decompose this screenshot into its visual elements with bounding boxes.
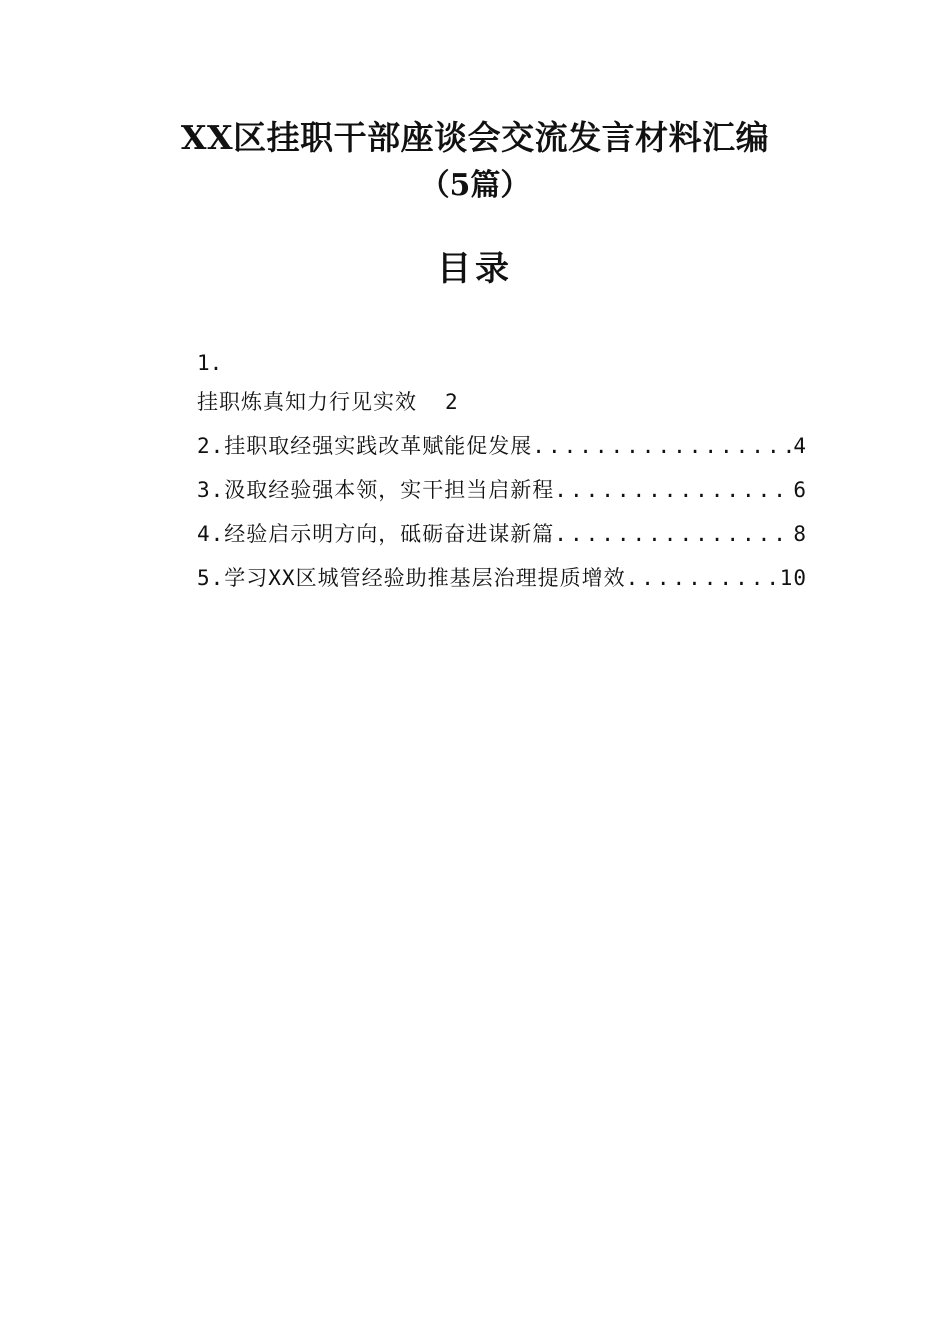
toc-leader-dots: [626, 556, 780, 600]
toc-entry-2[interactable]: [197, 424, 807, 468]
toc-entry-4-page: 8: [793, 522, 807, 546]
toc-entry-5-page: 10: [779, 566, 807, 590]
toc-entry-4[interactable]: [197, 512, 807, 556]
toc-entry-5[interactable]: [197, 556, 807, 600]
toc-entry-4-text: 4.经验启示明方向，砥砺奋进谋新篇: [197, 522, 555, 546]
toc-entry-3-text: 3.汲取经验强本领，实干担当启新程: [197, 478, 555, 502]
toc-entry-2-page: 4: [793, 434, 807, 458]
title-line-1: XX区挂职干部座谈会交流发言材料汇编: [180, 118, 770, 157]
toc-entry-5-text: 5.学习XX区城管经验助推基层治理提质增效: [197, 566, 626, 590]
toc-leader-dots: [554, 468, 793, 512]
document-title: [0, 112, 950, 206]
toc-leader-dots: [554, 512, 793, 556]
table-of-contents: [197, 346, 807, 600]
title-line-2: （5篇）: [419, 168, 531, 203]
toc-entry-1-page: 2: [445, 390, 458, 414]
toc-entry-3[interactable]: [197, 468, 807, 512]
toc-entry-1-text: 挂职炼真知力行见实效: [197, 390, 417, 414]
toc-entry-1[interactable]: [197, 380, 807, 424]
toc-leader-dots: [532, 424, 793, 468]
toc-heading: 目录: [437, 249, 513, 289]
toc-entry-3-page: 6: [793, 478, 807, 502]
toc-entry-1-number: 1.: [197, 351, 223, 375]
toc-entry-2-text: 2.挂职取经强实践改革赋能促发展: [197, 434, 533, 458]
